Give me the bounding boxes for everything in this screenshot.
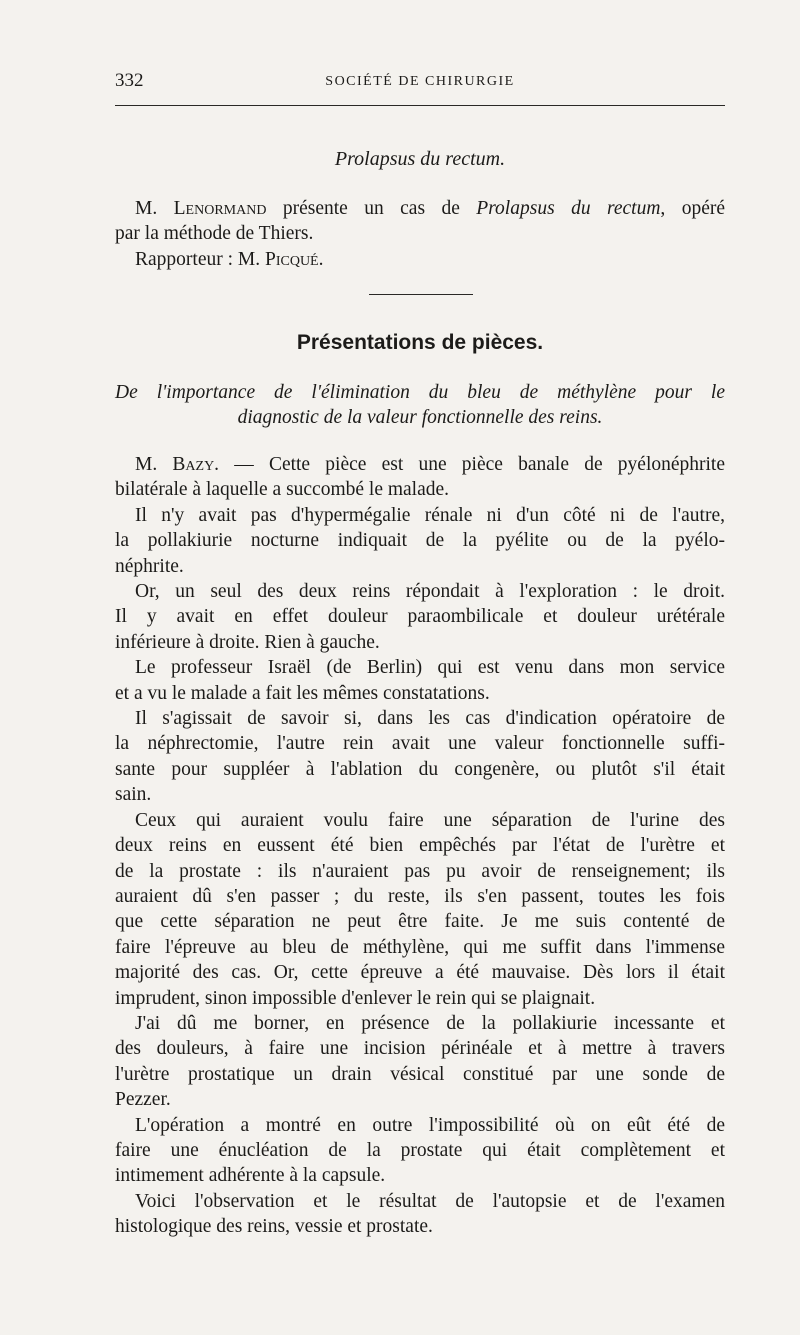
section-divider [369,294,473,295]
text-line: la néphrectomie, l'autre rein avait une valeur fonctionnelle suffi- [115,733,725,755]
text-line: par la méthode de Thiers. [115,223,314,245]
text-line: Ceux qui auraient voulu faire une séparation de l'urine des [135,809,725,831]
text-line: Le professeur Israël (de Berlin) qui est venu dans mon service [135,657,725,679]
text-line: Il s'agissait de savoir si, dans les cas d'indication opératoire de [135,708,725,730]
text-line: J'ai dû me borner, en présence de la pollakiurie incessante et [135,1012,725,1034]
text-line: Pezzer. [115,1089,171,1111]
section-title-prolapsus: Prolapsus du rectum. [334,148,506,170]
text-line: sante pour suppléer à l'ablation du congenère, ou plutôt s'il était [115,758,725,780]
text-line: L'opération a montré en outre l'impossibilité où on eût été de [135,1114,725,1136]
running-head: SOCIÉTÉ DE CHIRURGIE [325,74,515,89]
text-line: deux reins en eussent été bien empêchés par l'état de l'urètre et [115,835,725,857]
subtitle-line: De l'importance de l'élimination du bleu de méthylène pour le [115,382,725,403]
text-line: bilatérale à laquelle a succombé le malade. [115,479,450,501]
text-line: inférieure à droite. Rien à gauche. [115,631,380,653]
text-line: Il y avait en effet douleur paraombilicale et douleur urétérale [115,606,725,628]
text-line: histologique des reins, vessie et prostate. [115,1216,433,1238]
text-line: auraient dû s'en passer ; du reste, ils s'en passent, toutes les fois [115,885,725,907]
text-line: la pollakiurie nocturne indiquait de la pyélite ou de la pyélo- [115,530,725,552]
text-line: intimement adhérente à la capsule. [115,1165,386,1187]
paragraph-lenormand [115,196,725,272]
text-line: Il n'y avait pas d'hypermégalie rénale ni d'un côté ni de l'autre, [135,504,725,526]
text-line: et a vu le malade a fait les mêmes constatations. [115,682,490,704]
text-line: sain. [115,784,152,806]
header-rule [115,105,725,106]
section-title-presentations: Présentations de pièces. [296,331,544,354]
text-line: imprudent, sinon impossible d'enlever le rein qui se plaignait. [115,987,596,1009]
body-text [115,452,725,1240]
text-line: l'urètre prostatique un drain vésical constitué par une sonde de [115,1063,725,1085]
text-line: faire une énucléation de la prostate qui était complètement et [115,1139,725,1161]
text-line: Voici l'observation et le résultat de l'autopsie et de l'examen [135,1190,725,1212]
subtitle [115,380,725,430]
text-line: de la prostate : ils n'auraient pas pu avoir de renseignement; ils [115,860,725,882]
page-number: 332 [115,70,144,91]
text-line: Or, un seul des deux reins répondait à l'exploration : le droit. [135,581,725,603]
text-line: Rapporteur : M. Picqué. [135,248,324,270]
text-line: que cette séparation ne peut être faite. Je me suis contenté de [115,911,725,933]
text-line: des douleurs, à faire une incision périnéale et à mettre à travers [115,1038,725,1060]
text-line: M. Lenormand présente un cas de Prolapsus du rectum, opéré [135,198,725,219]
subtitle-line: diagnostic de la valeur fonctionnelle des reins. [237,407,603,428]
text-line: majorité des cas. Or, cette épreuve a été mauvaise. Dès lors il était [115,962,725,984]
text-line: M. Bazy. — Cette pièce est une pièce banale de pyélonéphrite [135,454,725,475]
text-line: néphrite. [115,555,184,577]
page-header [115,70,725,94]
text-line: faire l'épreuve au bleu de méthylène, qui me suffit dans l'immense [115,936,725,958]
